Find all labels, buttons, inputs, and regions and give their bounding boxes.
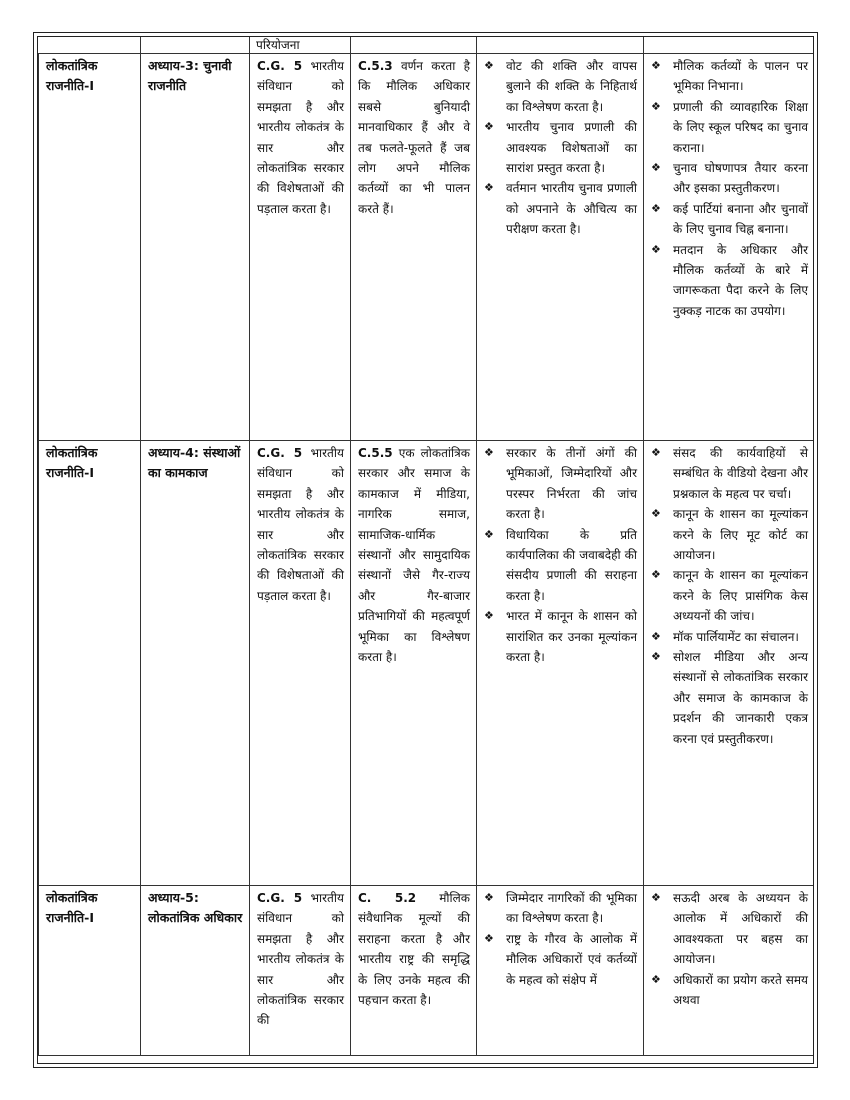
activities-text: प्रणाली की व्यावहारिक शिक्षा के लिए स्कूल परिषद का चुनाव कराना। [673, 99, 808, 155]
page-border-outer [33, 32, 818, 1068]
list-item [651, 565, 808, 626]
list-item [484, 888, 637, 929]
activities-text: अधिकारों का प्रयोग करते समय अथवा [673, 972, 808, 1008]
header-fragment: परियोजना [256, 38, 300, 52]
competency-code: C.5.3 [358, 59, 393, 73]
outcomes-text: राष्ट्र के गौरव के आलोक में मौलिक अधिकारों एवं कर्तव्यों के महत्व को संक्षेप में [506, 931, 637, 987]
table-row [39, 441, 815, 886]
outcomes-text: विधायिका के प्रति कार्यपालिका की जवाबदेही की संसदीय प्रणाली की सराहना करता है। [506, 527, 637, 603]
diamond-bullet-icon: ❖ [651, 629, 661, 643]
diamond-bullet-icon: ❖ [484, 527, 494, 541]
outcomes-text: जिम्मेदार नागरिकों की भूमिका का विश्लेषण करता है। [506, 891, 637, 926]
activities-cell [644, 886, 815, 1056]
curricular-goal-cell [250, 54, 351, 441]
curricular-goal-cell [250, 441, 351, 886]
list-item [651, 199, 808, 240]
list-item [651, 970, 808, 1011]
curricular-goal-code: C.G. 5 [257, 446, 303, 460]
activities-list [651, 888, 808, 1010]
chapter-text: अध्याय-5: लोकतांत्रिक अधिकार [148, 890, 243, 926]
competency-code: C. 5.2 [358, 891, 417, 905]
list-item [484, 178, 637, 239]
diamond-bullet-icon: ❖ [651, 201, 661, 215]
diamond-bullet-icon: ❖ [651, 161, 661, 175]
list-item [484, 606, 637, 667]
activities-text: मॉक पार्लियामेंट का संचालन। [673, 629, 799, 644]
diamond-bullet-icon: ❖ [651, 59, 661, 72]
activities-list [651, 56, 808, 321]
diamond-bullet-icon: ❖ [484, 609, 494, 623]
outcomes-list [484, 888, 637, 990]
curricular-goal-text: भारतीय संविधान को समझता है और भारतीय लोकतंत्र के सार और लोकतांत्रिक सरकार की विशेषताओं की पड़ताल करता है। [257, 59, 344, 216]
diamond-bullet-icon: ❖ [651, 891, 661, 904]
chapter-text: अध्याय-3: चुनावी राजनीति [148, 58, 232, 94]
learning-outcomes-cell [477, 886, 644, 1056]
diamond-bullet-icon: ❖ [651, 242, 661, 256]
curricular-goal-text: भारतीय संविधान को समझता है और भारतीय लोकतंत्र के सार और लोकतांत्रिक सरकार की विशेषताओं की पड़ताल करता है। [257, 446, 344, 603]
curricular-goal-code: C.G. 5 [257, 891, 303, 905]
diamond-bullet-icon: ❖ [484, 120, 494, 134]
list-item [651, 240, 808, 322]
curricular-goal-code: C.G. 5 [257, 59, 303, 73]
curricular-goal-cell [250, 886, 351, 1056]
activities-text: मतदान के अधिकार और मौलिक कर्तव्यों के बारे में जागरूकता पैदा करने के लिए नुक्कड़ नाटक का उपयोग। [673, 242, 808, 318]
page-border-inner [37, 36, 814, 1064]
list-item [651, 888, 808, 970]
activities-text: कई पार्टियां बनाना और चुनावों के लिए चुनाव चिह्न बनाना। [673, 201, 808, 237]
competency-cell [351, 441, 477, 886]
outcomes-list [484, 56, 637, 240]
outcomes-text: भारतीय चुनाव प्रणाली की आवश्यक विशेषताओं का सारांश प्रस्तुत करता है। [506, 120, 637, 176]
curricular-goal-text: भारतीय संविधान को समझता है और भारतीय लोकतंत्र के सार और लोकतांत्रिक सरकार की [257, 891, 344, 1028]
diamond-bullet-icon: ❖ [484, 931, 494, 945]
competency-text: मौलिक संवैधानिक मूल्यों की सराहना करता है और भारतीय राष्ट्र की समृद्धि के लिए उनके महत्व की पहचान करता है। [358, 891, 470, 1008]
table-row [39, 886, 815, 1056]
activities-text: सऊदी अरब के अध्ययन के आलोक में अधिकारों की आवश्यकता पर बहस का आयोजन। [673, 891, 808, 967]
unit-text: लोकतांत्रिक राजनीति-I [46, 445, 98, 481]
competency-text: एक लोकतांत्रिक सरकार और समाज के कामकाज में मीडिया, नागरिक समाज, सामाजिक-धार्मिक संस्थानों और सामुदायिक संस्थानों जैसे गैर-राज्य और गैर-बाजार प्रतिभागियों की महत्वपूर्ण भूमिका का विश्लेषण करता है। [358, 446, 470, 665]
list-item [651, 647, 808, 749]
list-item [484, 525, 637, 607]
chapter-cell [141, 54, 250, 441]
competency-cell [351, 886, 477, 1056]
diamond-bullet-icon: ❖ [651, 650, 661, 664]
diamond-bullet-icon: ❖ [651, 446, 661, 459]
chapter-cell [141, 441, 250, 886]
list-item [484, 117, 637, 178]
outcomes-list [484, 443, 637, 667]
list-item [484, 56, 637, 117]
competency-text: वर्णन करता है कि मौलिक अधिकार सबसे बुनियादी मानवाधिकार हैं और वे तब फलते-फूलते हैं जब लोग अपने मौलिक कर्तव्यों का भी पालन करते हैं। [358, 59, 470, 216]
diamond-bullet-icon: ❖ [651, 99, 661, 113]
activities-text: चुनाव घोषणापत्र तैयार करना और इसका प्रस्तुतीकरण। [673, 161, 808, 196]
chapter-text: अध्याय-4: संस्थाओं का कामकाज [148, 445, 241, 481]
list-item [484, 443, 637, 525]
learning-outcomes-cell [477, 54, 644, 441]
chapter-cell [141, 886, 250, 1056]
outcomes-text: सरकार के तीनों अंगों की भूमिकाओं, जिम्मेदारियों और परस्पर निर्भरता की जांच करता है। [506, 446, 637, 522]
unit-cell [39, 886, 141, 1056]
diamond-bullet-icon: ❖ [651, 568, 661, 582]
curriculum-table [38, 53, 814, 1056]
unit-cell [39, 54, 141, 441]
outcomes-text: वोट की शक्ति और वापस बुलाने की शक्ति के निहितार्थ का विश्लेषण करता है। [506, 59, 637, 114]
activities-text: कानून के शासन का मूल्यांकन करने के लिए मूट कोर्ट का आयोजन। [673, 507, 808, 563]
list-item [651, 627, 808, 647]
activities-text: मौलिक कर्तव्यों के पालन पर भूमिका निभाना। [673, 59, 808, 94]
diamond-bullet-icon: ❖ [651, 972, 661, 986]
diamond-bullet-icon: ❖ [484, 446, 494, 459]
list-item [651, 56, 808, 97]
list-item [484, 929, 637, 990]
diamond-bullet-icon: ❖ [651, 507, 661, 521]
unit-text: लोकतांत्रिक राजनीति-I [46, 890, 98, 926]
unit-text: लोकतांत्रिक राजनीति-I [46, 58, 98, 94]
table-row [39, 54, 815, 441]
competency-cell [351, 54, 477, 441]
diamond-bullet-icon: ❖ [484, 59, 494, 72]
activities-cell [644, 441, 815, 886]
activities-list [651, 443, 808, 749]
learning-outcomes-cell [477, 441, 644, 886]
activities-text: सोशल मीडिया और अन्य संस्थानों से लोकतांत्रिक सरकार और समाज के कामकाज के प्रदर्शन की जानकारी एकत्र करना एवं प्रस्तुतीकरण। [673, 650, 808, 746]
outcomes-text: भारत में कानून के शासन को सारांशित कर उनका मूल्यांकन करता है। [506, 609, 637, 665]
unit-cell [39, 441, 141, 886]
competency-code: C.5.5 [358, 446, 393, 460]
diamond-bullet-icon: ❖ [484, 181, 494, 195]
diamond-bullet-icon: ❖ [484, 891, 494, 904]
list-item [651, 97, 808, 158]
outcomes-text: वर्तमान भारतीय चुनाव प्रणाली को अपनाने के औचित्य का परीक्षण करता है। [506, 181, 637, 237]
table-continuation-row [38, 37, 814, 53]
list-item [651, 158, 808, 199]
activities-text: कानून के शासन का मूल्यांकन करने के लिए प्रासंगिक केस अध्ययनों की जांच। [673, 568, 808, 624]
activities-cell [644, 54, 815, 441]
activities-text: संसद की कार्यवाहियों से सम्बंधित के वीडियो देखना और प्रश्नकाल के महत्व पर चर्चा। [673, 446, 808, 501]
list-item [651, 443, 808, 504]
list-item [651, 504, 808, 565]
